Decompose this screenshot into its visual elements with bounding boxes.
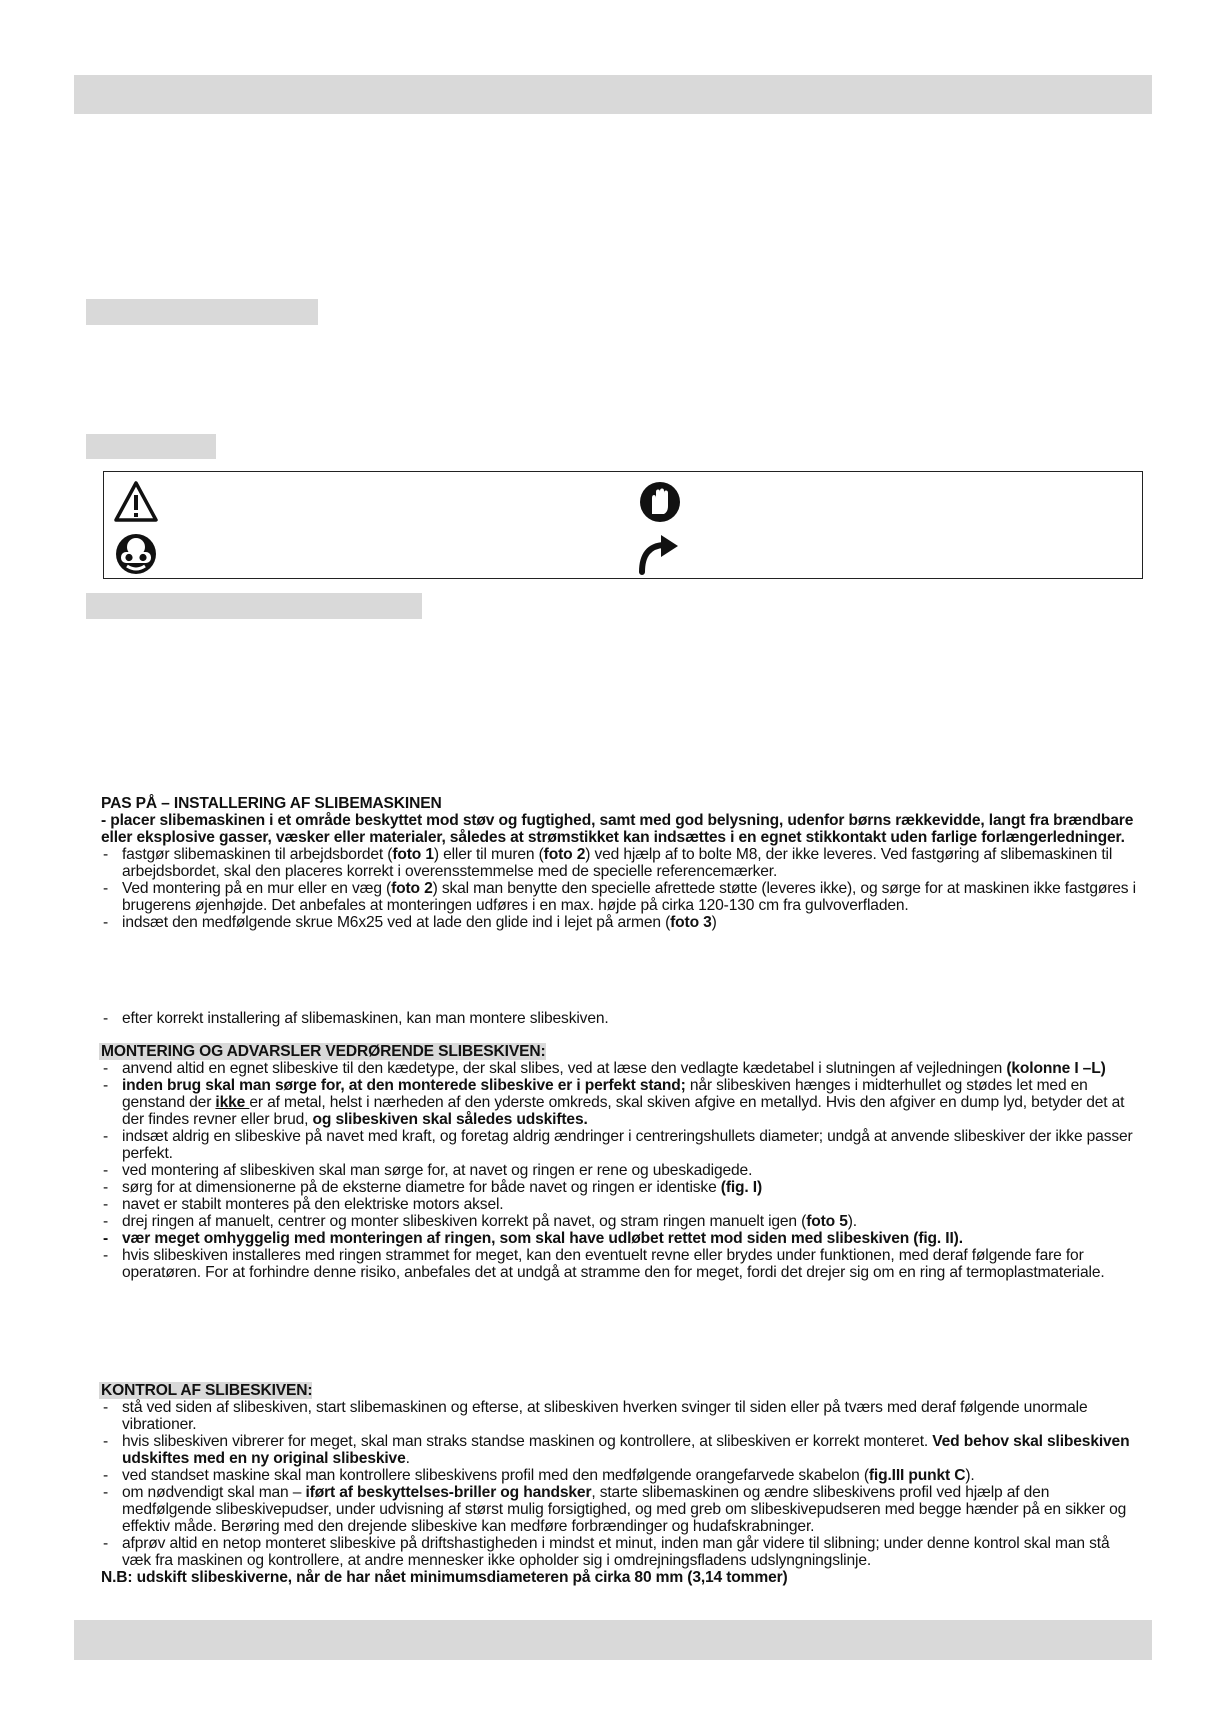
installation-item: - fastgør slibemaskinen til arbejdsbordet (foto 1) eller til muren (foto 2) ved hjælp af to bolte M8, der ikke leveres. Ved fastgøring af slibemaskinen til arbejdsbordet, skal den placeres korrekt i overensstemmelse med de specielle referencemærker. <box>101 846 1141 880</box>
check-item: - stå ved siden af slibeskiven, start slibemaskinen og efterse, at slibeskiven hverken svinger til siden eller på tværs med deraf følgende unormale vibrationer. <box>101 1399 1141 1433</box>
mounting-item: - indsæt aldrig en slibeskive på navet med kraft, og foretag aldrig ændringer i centreringshullets diameter; undgå at anvende slibeskiver der ikke passer perfekt. <box>101 1128 1141 1162</box>
mounting-section <box>101 1043 1141 1281</box>
safety-symbols-box <box>103 471 1143 579</box>
section-label-bar-1 <box>86 299 318 325</box>
mounting-heading: MONTERING OG ADVARSLER VEDRØRENDE SLIBESKIVEN: <box>101 1043 546 1060</box>
installation-final-note <box>101 1010 1141 1027</box>
mounting-item: - drej ringen af manuelt, centrer og monter slibeskiven korrekt på navet, og stram ringen manuelt igen (foto 5). <box>101 1213 1141 1230</box>
check-item: - afprøv altid en netop monteret slibeskive på driftshastigheden i mindst et minut, inden man går videre til slibning; under denne kontrol skal man stå væk fra maskinen og kontrollere, at andre mennesker ikke opholder sig i omdrejningsfladens udslyngningslinje. <box>101 1535 1141 1569</box>
installation-item: - efter korrekt installering af slibemaskinen, kan man montere slibeskiven. <box>101 1010 1141 1027</box>
mounting-item: - hvis slibeskiven installeres med ringen strammet for meget, kan den eventuelt revne eller brydes under funktionen, med deraf følgende fare for operatøren. For at forhindre denne risiko, anbefales det at undgå at stramme den for meget, fordi det drejer sig om en ring af termoplastmateriale. <box>101 1247 1141 1281</box>
warning-triangle-icon <box>114 480 158 524</box>
installation-intro: - placer slibemaskinen i et område beskyttet mod støv og fugtighed, samt med god belysning, udenfor børns rækkevidde, langt fra brændbare eller eksplosive gasser, væsker eller materialer, således at strømstikket kan indsættes i en egnet stikkontakt uden farlige forlængerledninger. <box>101 812 1134 846</box>
bottom-banner-bar <box>74 1620 1152 1660</box>
rotation-arrow-icon <box>636 532 680 576</box>
mounting-item: - anvend altid en egnet slibeskive til den kædetype, der skal slibes, ved at læse den vedlagte kædetabel i slutningen af vejledningen (kolonne I –L) <box>101 1060 1141 1077</box>
mounting-item: - ved montering af slibeskiven skal man sørge for, at navet og ringen er rene og ubeskadigede. <box>101 1162 1141 1179</box>
check-section <box>101 1382 1141 1586</box>
mounting-item: - navet er stabilt monteres på den elektriske motors aksel. <box>101 1196 1141 1213</box>
check-item: - hvis slibeskiven vibrerer for meget, skal man straks standse maskinen og kontrollere, at slibeskiven er korrekt monteret. Ved behov skal slibeskiven udskiftes med en ny original slibeskive. <box>101 1433 1141 1467</box>
mounting-item: - inden brug skal man sørge for, at den monterede slibeskive er i perfekt stand; når slibeskiven hænges i midterhullet og stødes let med en genstand der ikke er af metal, helst i nærheden af den yderste omkreds, skal skiven afgive en metallyd. Hvis den afgiver en dump lyd, betyder det at der findes revner eller brud, og slibeskiven skal således udskiftes. <box>101 1077 1141 1128</box>
top-banner-bar <box>74 75 1152 114</box>
section-label-bar-2 <box>86 434 216 459</box>
check-heading: KONTROL AF SLIBESKIVEN: <box>101 1382 313 1399</box>
installation-item: - Ved montering på en mur eller en væg (foto 2) skal man benytte den specielle afrettede støtte (leveres ikke), og sørge for at maskinen ikke fastgøres i brugerens øjenhøjde. Det anbefales at monteringen udføres i en max. højde på cirka 120-130 cm fra gulvoverfladen. <box>101 880 1141 914</box>
installation-heading: PAS PÅ – INSTALLERING AF SLIBEMASKINEN <box>101 795 442 812</box>
check-note: N.B: udskift slibeskiverne, når de har nået minimumsdiameteren på cirka 80 mm (3,14 tommer) <box>101 1569 788 1586</box>
check-item: - ved standset maskine skal man kontrollere slibeskivens profil med den medfølgende orangefarvede skabelon (fig.III punkt C). <box>101 1467 1141 1484</box>
installation-section <box>101 795 1141 931</box>
mounting-item: - sørg for at dimensionerne på de eksterne diametre for både navet og ringen er identiske (fig. I) <box>101 1179 1141 1196</box>
safety-goggles-icon <box>114 532 158 576</box>
protective-gloves-icon <box>638 480 682 524</box>
installation-item: - indsæt den medfølgende skrue M6x25 ved at lade den glide ind i lejet på armen (foto 3) <box>101 914 1141 931</box>
check-item: - om nødvendigt skal man – iført af beskyttelses-briller og handsker, starte slibemaskinen og ændre slibeskivens profil ved hjælp af den medfølgende slibeskivepudser, under udvisning af størst mulig forsigtighed, og med greb om slibeskivepudseren med begge hænder på en sikker og effektiv måde. Berøring med den drejende slibeskive kan medføre forbrændinger og hudafskrabninger. <box>101 1484 1141 1535</box>
mounting-item: - vær meget omhyggelig med monteringen af ringen, som skal have udløbet rettet mod siden med slibeskiven (fig. II). <box>101 1230 1141 1247</box>
section-label-bar-3 <box>86 593 422 619</box>
